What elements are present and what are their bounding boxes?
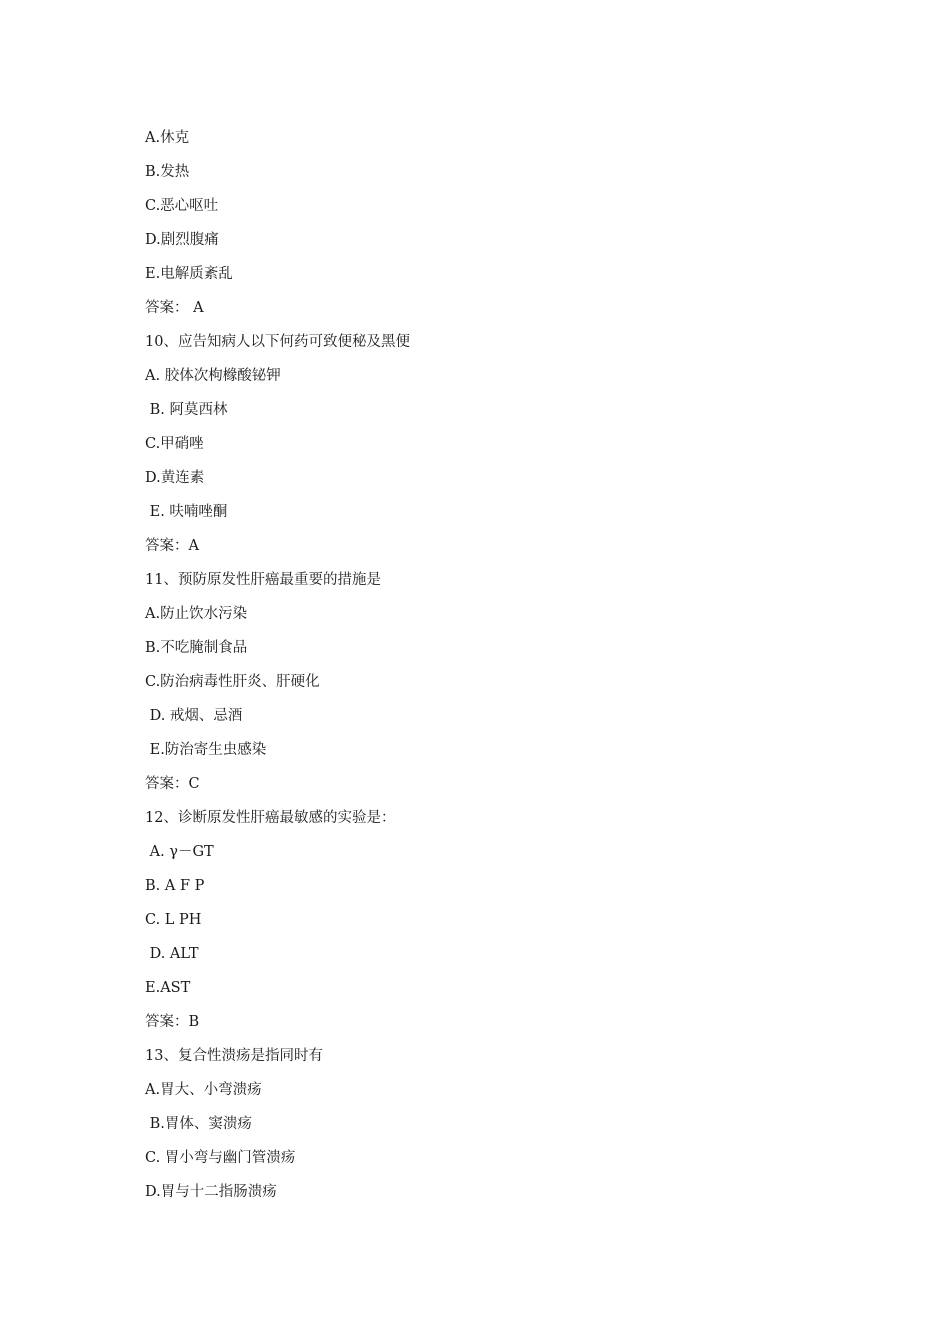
q11-option-a: A.防止饮水污染: [145, 606, 248, 622]
answer-9: 答案： A: [145, 300, 204, 316]
q13-option-b: B.胃体、窦溃疡: [145, 1116, 252, 1132]
q11-option-b: B.不吃腌制食品: [145, 640, 248, 656]
question-10: 10、应告知病人以下何药可致便秘及黑便: [145, 334, 410, 350]
q10-option-d: D.黄连素: [145, 470, 205, 486]
q10-option-c: C.甲硝唑: [145, 436, 204, 452]
question-list: [145, 126, 865, 1214]
option-c-nausea: C.恶心呕吐: [145, 198, 219, 214]
q10-option-e: E. 呋喃唑酮: [145, 504, 228, 520]
option-b-fever: B.发热: [145, 164, 190, 180]
q10-option-b: B. 阿莫西林: [145, 402, 228, 418]
question-11: 11、预防原发性肝癌最重要的措施是: [145, 572, 381, 588]
q11-option-d: D. 戒烟、忌酒: [145, 708, 243, 724]
q12-option-c: C. L PH: [145, 912, 202, 928]
q12-option-a: A. γ－GT: [145, 844, 214, 860]
option-e-electrolyte: E.电解质紊乱: [145, 266, 233, 282]
question-13: 13、复合性溃疡是指同时有: [145, 1048, 323, 1064]
option-a-shock: A.休克: [145, 130, 190, 146]
option-d-abdominal-pain: D.剧烈腹痛: [145, 232, 219, 248]
q12-option-e: E.AST: [145, 980, 191, 996]
q13-option-a: A.胃大、小弯溃疡: [145, 1082, 262, 1098]
answer-11: 答案：C: [145, 776, 200, 792]
question-12: 12、诊断原发性肝癌最敏感的实验是：: [145, 810, 396, 826]
answer-12: 答案：B: [145, 1014, 200, 1030]
q12-option-d: D. ALT: [145, 946, 199, 962]
q10-option-a: A. 胶体次枸橼酸铋钾: [145, 368, 281, 384]
answer-10: 答案：A: [145, 538, 199, 554]
q11-option-e: E.防治寄生虫感染: [145, 742, 267, 758]
q12-option-b: B. A F P: [145, 878, 205, 894]
q13-option-d: D.胃与十二指肠溃疡: [145, 1184, 277, 1200]
q13-option-c: C. 胃小弯与幽门管溃疡: [145, 1150, 296, 1166]
q11-option-c: C.防治病毒性肝炎、肝硬化: [145, 674, 320, 690]
